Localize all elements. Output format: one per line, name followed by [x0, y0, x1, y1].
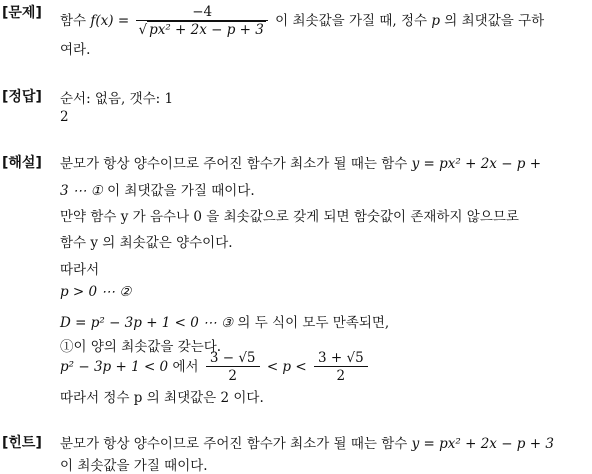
explanation-label: [해설]: [2, 155, 42, 171]
explanation-line-10: 따라서 정수 p 의 최댓값은 2 이다.: [60, 390, 264, 406]
explanation-line-5: 따라서: [60, 262, 100, 278]
problem-label: [문제]: [2, 5, 42, 21]
explanation-line-9: [60, 350, 371, 385]
explanation-l9-math: p² − 3p + 1 < 0: [60, 359, 169, 375]
explanation-line-4: 함수 y 의 최솟값은 양수이다.: [60, 235, 233, 251]
problem-fraction: [136, 4, 267, 39]
problem-function: f(x): [90, 13, 114, 29]
hint-line-1: [60, 432, 554, 452]
problem-var: p: [431, 13, 440, 29]
explanation-fraction-lower: [206, 350, 260, 385]
explanation-l9-mid: 에서: [172, 359, 199, 375]
problem-radicand: px² + 2x − p + 3: [149, 22, 264, 38]
hint-l1-math: y = px² + 2x − p + 3: [411, 436, 554, 452]
problem-equals: =: [117, 13, 130, 29]
problem-pre: 함수: [60, 13, 87, 29]
explanation-fraction-lower-den: 2: [228, 368, 237, 384]
problem-fraction-numerator: −4: [136, 4, 267, 21]
explanation-l2-math: 3 ⋯ ①: [60, 183, 103, 199]
problem-line-2: 여라.: [60, 42, 91, 58]
explanation-l1-math: y = px² + 2x − p +: [411, 156, 542, 172]
hint-label: [힌트]: [2, 435, 42, 451]
explanation-line-2: [60, 179, 255, 199]
explanation-l7-text: 의 두 식이 모두 만족되면,: [237, 315, 390, 331]
answer-line-1: 순서: 없음, 갯수: 1: [60, 91, 174, 107]
explanation-fraction-lower-num: 3 − √5: [206, 350, 260, 367]
explanation-line-6: p > 0 ⋯ ②: [60, 284, 132, 300]
explanation-line-8: ①이 양의 최솟값을 갖는다.: [60, 339, 222, 355]
hint-l1-text: 분모가 항상 양수이므로 주어진 함수가 최소가 될 때는 함수: [60, 436, 408, 452]
problem-post: 이 최솟값을 가질 때, 정수: [275, 13, 428, 29]
explanation-fraction-upper-num: 3 + √5: [314, 350, 368, 367]
explanation-line-3: 만약 함수 y 가 음수나 0 을 최솟값으로 갖게 되면 함숫값이 존재하지 않으므로: [60, 209, 519, 225]
problem-line-1: [60, 4, 544, 39]
explanation-line-7: [60, 311, 389, 331]
explanation-fraction-upper: [314, 350, 368, 385]
explanation-line-1: [60, 152, 541, 172]
explanation-l1-text: 분모가 항상 양수이므로 주어진 함수가 최소가 될 때는 함수: [60, 156, 408, 172]
problem-fraction-denominator: √ px² + 2x − p + 3: [138, 22, 264, 38]
explanation-l7-math: D = p² − 3p + 1 < 0 ⋯ ③: [60, 315, 234, 331]
answer-line-2: 2: [60, 109, 69, 125]
explanation-l2-text: 이 최댓값을 가질 때이다.: [107, 183, 255, 199]
hint-line-2: 이 최솟값을 가질 때이다.: [60, 458, 208, 474]
explanation-fraction-upper-den: 2: [336, 368, 346, 384]
problem-post2: 의 최댓값을 구하: [444, 13, 545, 29]
answer-label: [정답]: [2, 89, 42, 105]
explanation-l9-inequality: < p <: [266, 359, 307, 375]
